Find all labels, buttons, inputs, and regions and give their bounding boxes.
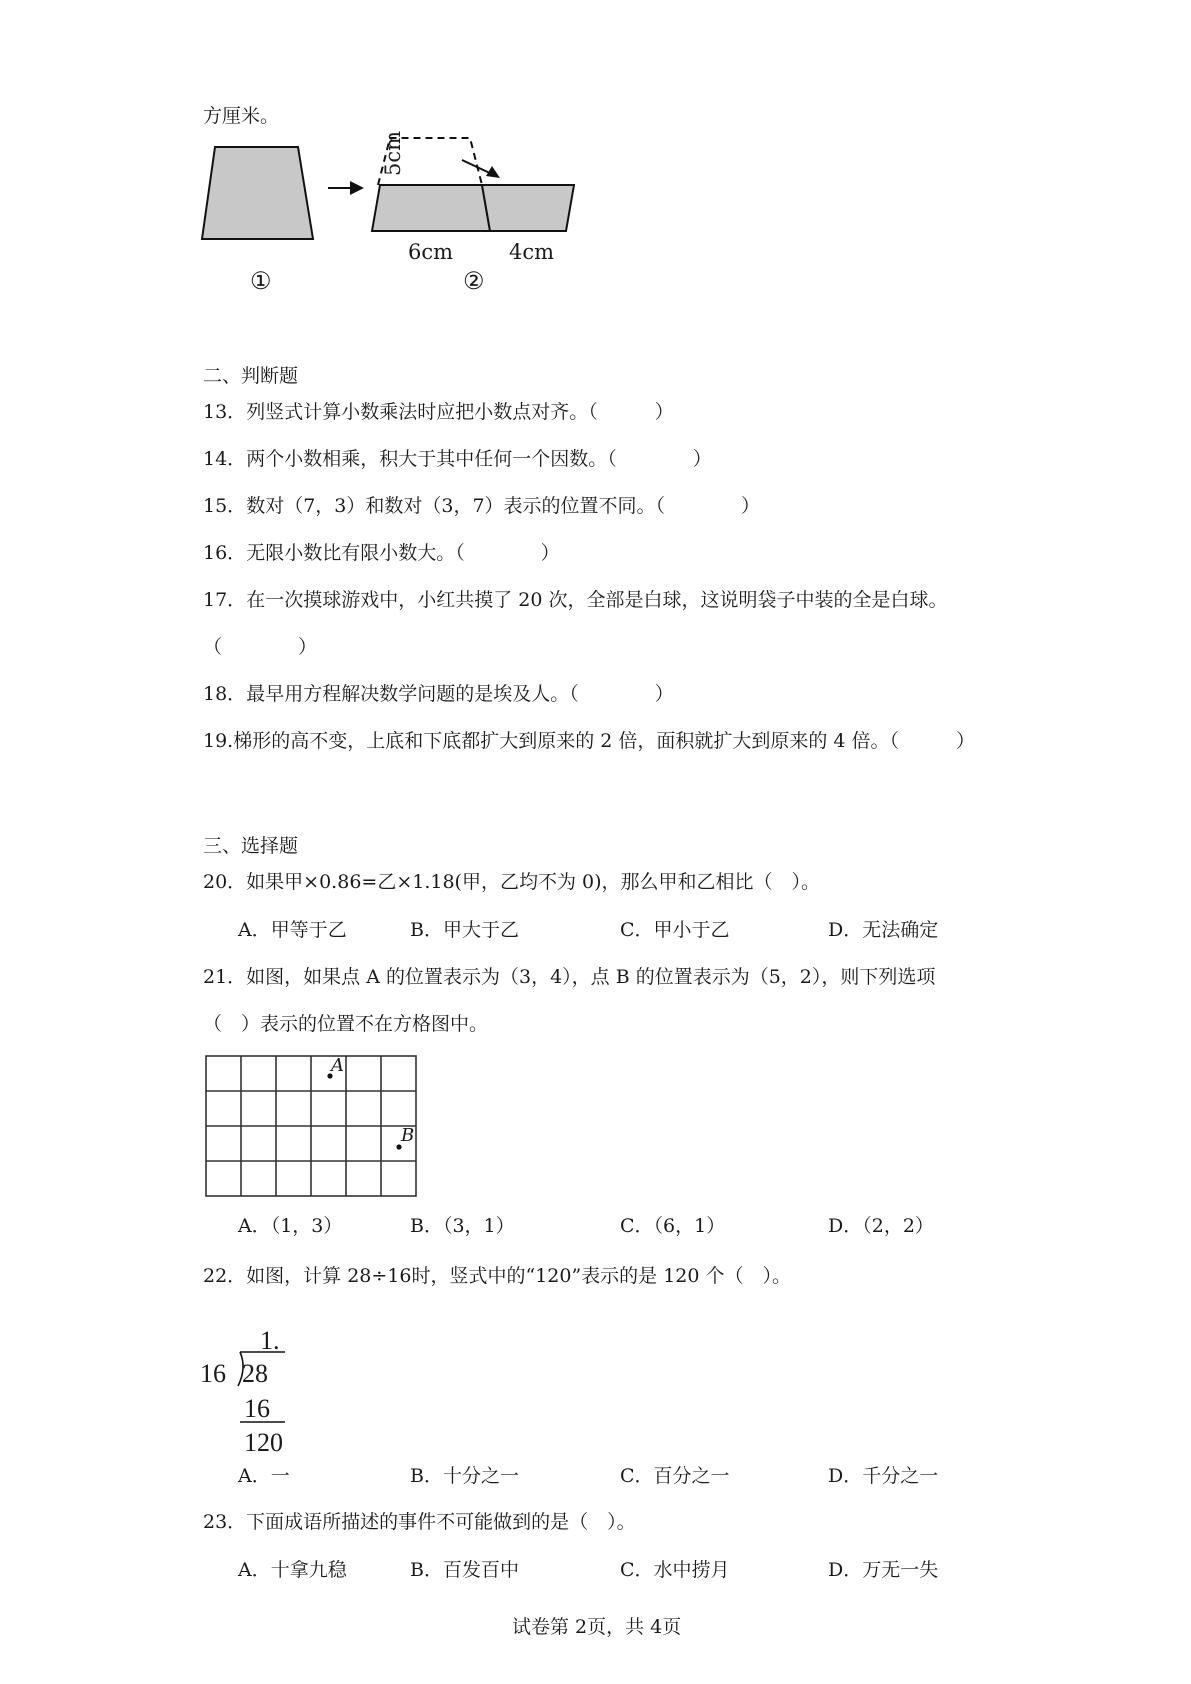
division-subtrahend: 16 xyxy=(244,1394,270,1423)
q22-option-c: C．百分之一 xyxy=(620,1465,730,1487)
q21-option-a: A．（1，3） xyxy=(238,1215,343,1237)
question-17-blank: （ ） xyxy=(203,636,318,658)
q23-option-b: B．百发百中 xyxy=(410,1559,519,1581)
trapezoid-shape-1 xyxy=(202,147,313,239)
question-22: 22．如图，计算 28÷16时，竖式中的“120”表示的是 120 个（ ）。 xyxy=(203,1265,792,1287)
circle-label-1: ① xyxy=(250,267,272,295)
question-19: 19.梯形的高不变，上底和下底都扩大到原来的 2 倍，面积就扩大到原来的 4 倍。（ ） xyxy=(203,730,976,752)
q20-option-d: D．无法确定 xyxy=(828,919,939,941)
q20-option-a: A．甲等于乙 xyxy=(238,919,347,941)
intro-tail-text: 方厘米。 xyxy=(203,105,280,127)
division-dividend: 28 xyxy=(242,1359,268,1388)
label-4cm: 4cm xyxy=(509,240,555,264)
division-divisor: 16 xyxy=(200,1359,226,1388)
point-a-label: A xyxy=(331,1055,344,1076)
parallelogram-left xyxy=(372,185,490,231)
circle-label-2: ② xyxy=(463,267,485,295)
division-remainder: 120 xyxy=(244,1428,283,1457)
question-14: 14．两个小数相乘，积大于其中任何一个因数。（ ） xyxy=(203,448,712,470)
division-quotient: 1. xyxy=(260,1326,280,1355)
section-3-heading: 三、选择题 xyxy=(203,835,299,857)
question-20: 20．如果甲×0.86=乙×1.18(甲，乙均不为 0)，那么甲和乙相比（ ）。 xyxy=(203,871,821,893)
label-6cm: 6cm xyxy=(408,240,454,264)
q23-option-a: A．十拿九稳 xyxy=(238,1559,347,1581)
question-18: 18．最早用方程解决数学问题的是埃及人。（ ） xyxy=(203,683,674,705)
parallelogram-right xyxy=(482,185,574,231)
q22-option-b: B．十分之一 xyxy=(410,1465,519,1487)
question-15: 15．数对（7，3）和数对（3，7）表示的位置不同。（ ） xyxy=(203,495,761,517)
coordinate-grid xyxy=(204,1054,419,1199)
question-21-line-2: （ ）表示的位置不在方格图中。 xyxy=(203,1013,489,1035)
arrow-head xyxy=(350,181,364,195)
question-13: 13．列竖式计算小数乘法时应把小数点对齐。（ ） xyxy=(203,401,674,423)
section-2-heading: 二、判断题 xyxy=(203,365,299,387)
page-footer: 试卷第 2页，共 4页 xyxy=(512,1616,682,1638)
q21-option-c: C．（6，1） xyxy=(620,1215,726,1237)
division-bracket xyxy=(225,1326,315,1466)
q20-option-b: B．甲大于乙 xyxy=(410,919,519,941)
label-5cm: 5cm xyxy=(381,130,405,176)
q23-option-d: D．万无一失 xyxy=(828,1559,939,1581)
question-16: 16．无限小数比有限小数大。（ ） xyxy=(203,542,560,564)
q23-option-c: C．水中捞月 xyxy=(620,1559,730,1581)
q21-option-b: B．（3，1） xyxy=(410,1215,515,1237)
question-23: 23．下面成语所描述的事件不可能做到的是（ ）。 xyxy=(203,1511,636,1533)
q20-option-c: C．甲小于乙 xyxy=(620,919,730,941)
point-b-label: B xyxy=(401,1125,415,1146)
question-21-line-1: 21．如图，如果点 A 的位置表示为（3，4），点 B 的位置表示为（5，2），则下列选项 xyxy=(203,966,936,988)
q21-option-d: D．（2，2） xyxy=(828,1215,934,1237)
question-17: 17．在一次摸球游戏中，小红共摸了 20 次，全部是白球，这说明袋子中装的全是白球。 xyxy=(203,589,948,611)
q22-option-d: D．千分之一 xyxy=(828,1465,939,1487)
q22-option-a: A．一 xyxy=(238,1465,290,1487)
